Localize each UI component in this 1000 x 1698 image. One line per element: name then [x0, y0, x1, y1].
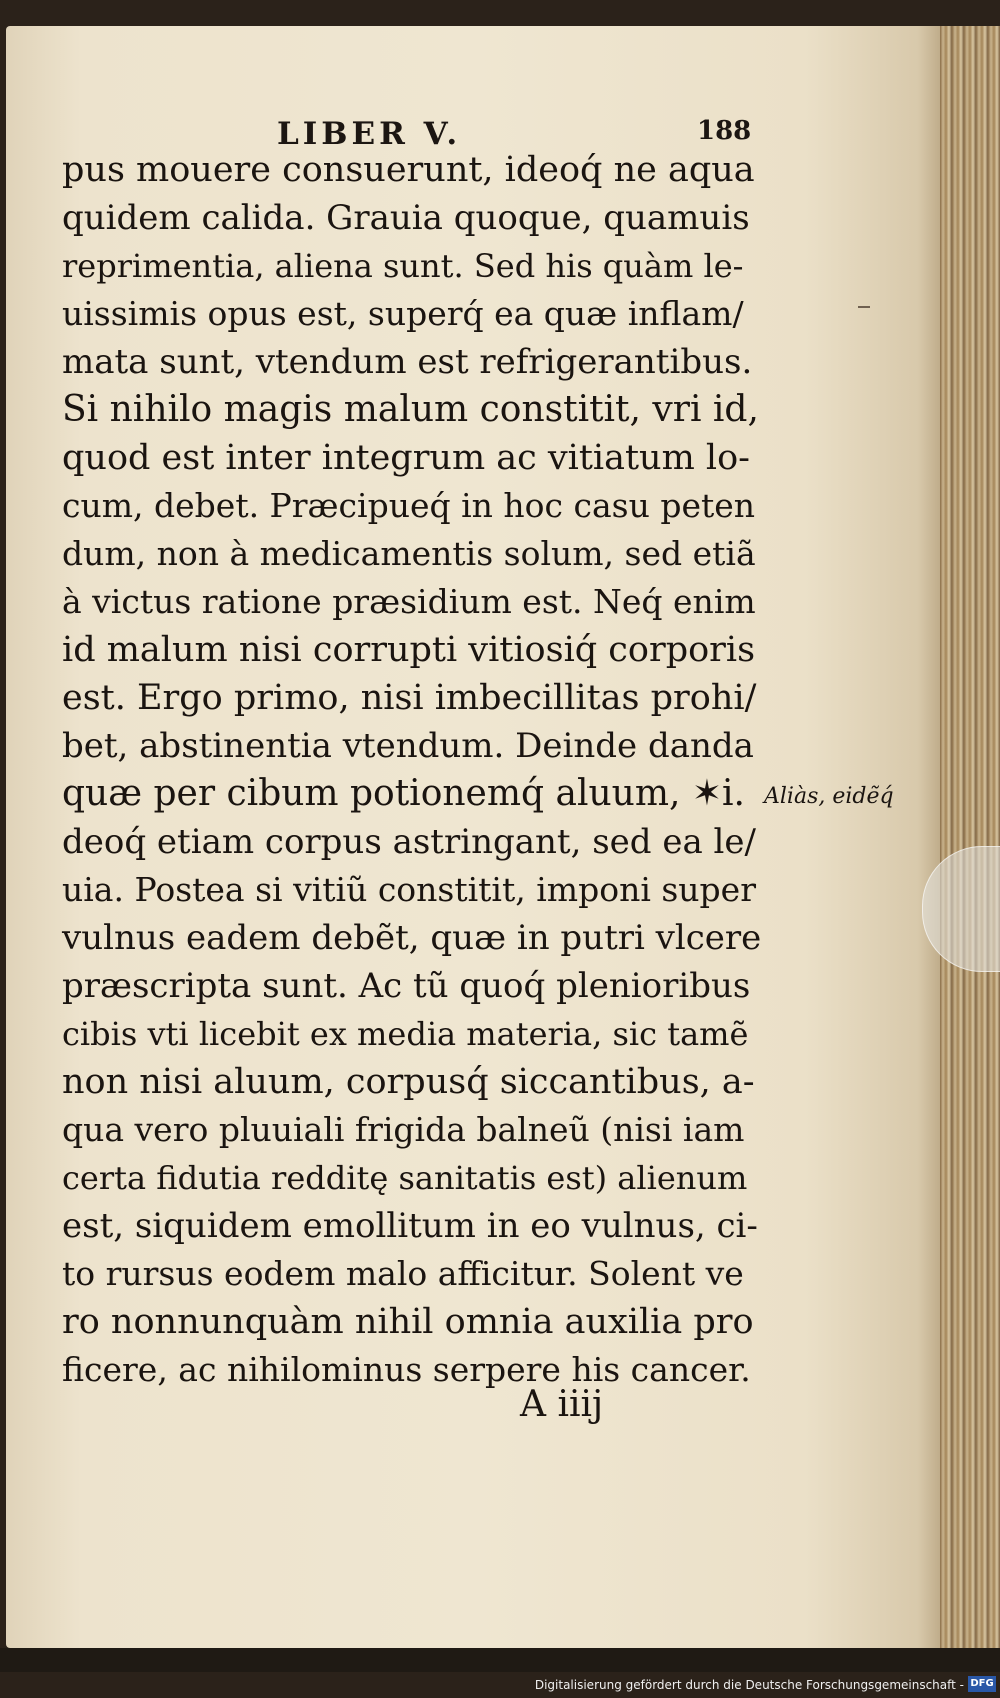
text-line: uissimis opus est, superq́ ea quæ inflam/	[62, 294, 744, 333]
page-edges	[940, 26, 1000, 1648]
marginal-note: Aliàs, eidẽq́	[764, 784, 894, 809]
text-line: qua vero pluuiali frigida balneũ (nisi iam	[62, 1110, 745, 1149]
text-line: to rursus eodem malo afficitur. Solent ve	[62, 1254, 744, 1293]
text-line: certa fidutia redditę sanitatis est) alienum	[62, 1159, 748, 1197]
page-number: 188	[697, 116, 752, 146]
margin-mark	[858, 306, 870, 308]
text-line: præscripta sunt. Ac tũ quoq́ plenioribus	[62, 966, 751, 1006]
running-head-title: LIBER V.	[277, 116, 462, 152]
footer-strip	[0, 1648, 1000, 1672]
text-line: cum, debet. Præcipueq́ in hoc casu peten	[62, 486, 756, 525]
text-line: bet, abstinentia vtendum. Deinde danda	[62, 726, 754, 766]
text-line: reprimentia, aliena sunt. Sed his quàm le-	[62, 247, 744, 285]
digitization-credit: Digitalisierung gefördert durch die Deutsche Forschungsgemeinschaft -	[534, 1678, 964, 1692]
text-line: quod est inter integrum ac vitiatum lo-	[62, 438, 750, 478]
text-line: mata sunt, vtendum est refrigerantibus.	[62, 342, 753, 382]
text-line: cibis vti licebit ex media materia, sic tamẽ	[62, 1015, 749, 1053]
text-line: quidem calida. Grauia quoque, quamuis	[62, 198, 750, 238]
text-line: à victus ratione præsidium est. Neq́ enim	[62, 582, 756, 621]
text-line: id malum nisi corrupti vitiosiq́ corporis	[62, 630, 756, 670]
text-line: est, siquidem emollitum in eo vulnus, ci-	[62, 1206, 758, 1246]
text-line: uia. Postea si vitiũ constitit, imponi super	[62, 870, 756, 909]
dfg-logo: DFG	[968, 1676, 996, 1692]
text-line: ro nonnunquàm nihil omnia auxilia pro	[62, 1302, 754, 1342]
text-line: non nisi aluum, corpusq́ siccantibus, a-	[62, 1062, 755, 1102]
text-line: vulnus eadem debẽt, quæ in putri vlcere	[62, 918, 762, 958]
text-line: ficere, ac nihilominus serpere his cancer.	[62, 1350, 751, 1389]
text-line: est. Ergo primo, nisi imbecillitas prohi/	[62, 678, 757, 718]
text-line: quæ per cibum potionemq́ aluum, ✶i.	[62, 773, 745, 814]
text-line: deoq́ etiam corpus astringant, sed ea le/	[62, 822, 756, 862]
text-line: pus mouere consuerunt, ideoq́ ne aqua	[62, 150, 755, 190]
signature-mark: A iiij	[520, 1384, 604, 1425]
text-line: dum, non à medicamentis solum, sed etiã	[62, 534, 756, 573]
text-line: Si nihilo magis malum constitit, vri id,	[62, 389, 759, 430]
